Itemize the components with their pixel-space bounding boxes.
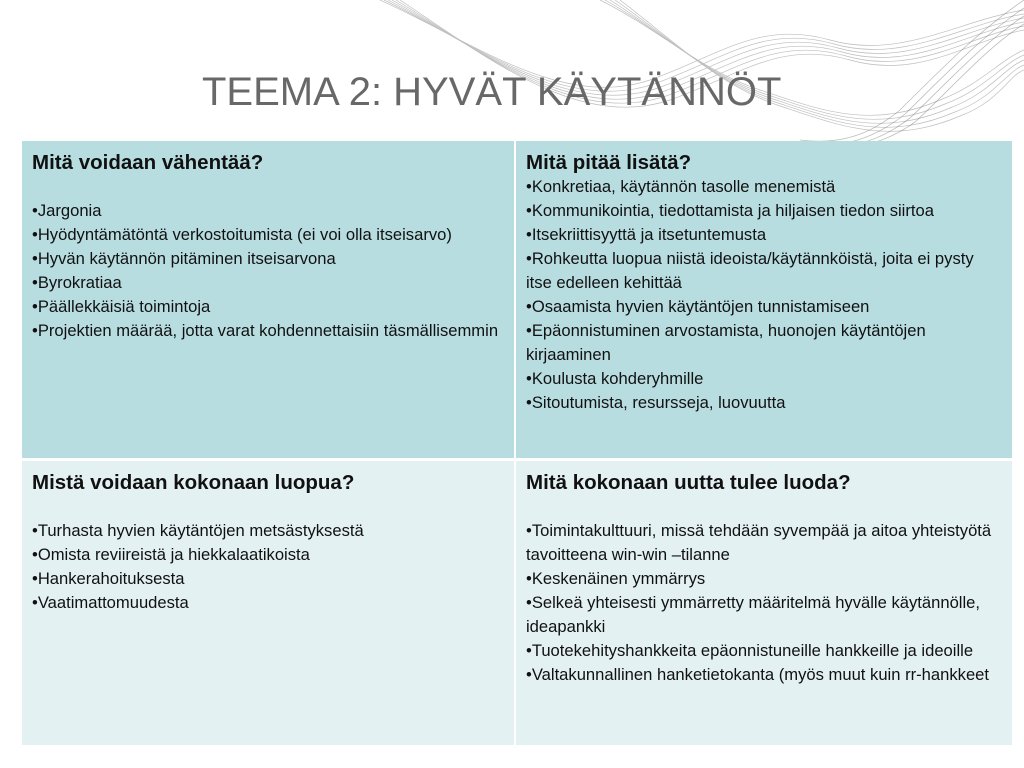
list-item: • Hankerahoituksesta [32, 567, 505, 591]
bullet-list [32, 519, 505, 615]
list-item: • Sitoutumista, resursseja, luovuutta [526, 391, 1003, 415]
list-item: • Rohkeutta luopua niistä ideoista/käytännköistä, joita ei pysty itse edelleen kehittää [526, 247, 1003, 295]
list-item: • Hyvän käytännön pitäminen itseisarvona [32, 247, 505, 271]
quadrant-heading: Mitä pitää lisätä? [526, 151, 692, 174]
list-item: • Epäonnistuminen arvostamista, huonojen käytäntöjen kirjaaminen [526, 319, 1003, 367]
quadrant-heading: Mitä kokonaan uutta tulee luoda? [526, 471, 851, 494]
list-item: • Konkretiaa, käytännön tasolle menemistä [526, 175, 1003, 199]
slide-title: TEEMA 2: HYVÄT KÄYTÄNNÖT [202, 70, 782, 114]
list-item: • Byrokratiaa [32, 271, 505, 295]
list-item: • Kommunikointia, tiedottamista ja hiljaisen tiedon siirtoa [526, 199, 1003, 223]
list-item: • Osaamista hyvien käytäntöjen tunnistamiseen [526, 295, 1003, 319]
list-item: • Päällekkäisiä toimintoja [32, 295, 505, 319]
list-item: • Omista reviireistä ja hiekkalaatikoista [32, 543, 505, 567]
quadrant-add [516, 141, 1012, 461]
list-item: • Valtakunnallinen hanketietokanta (myös muut kuin rr-hankkeet [526, 663, 1003, 687]
bullet-list [526, 175, 1003, 415]
list-item: • Turhasta hyvien käytäntöjen metsästyksestä [32, 519, 505, 543]
bullet-list [526, 519, 1003, 687]
list-item: • Selkeä yhteisesti ymmärretty määritelmä hyvälle käytännölle, ideapankki [526, 591, 1003, 639]
list-item: • Projektien määrää, jotta varat kohdennettaisiin täsmällisemmin [32, 319, 505, 343]
list-item: • Tuotekehityshankkeita epäonnistuneille hankkeille ja ideoille [526, 639, 1003, 663]
quadrant-heading: Mitä voidaan vähentää? [32, 151, 264, 174]
list-item: • Vaatimattomuudesta [32, 591, 505, 615]
list-item: • Keskenäinen ymmärrys [526, 567, 1003, 591]
list-item: • Koulusta kohderyhmille [526, 367, 1003, 391]
quadrant-create [516, 461, 1012, 745]
quadrant-abandon [22, 461, 516, 745]
quadrant-table [22, 141, 1012, 745]
list-item: • Jargonia [32, 199, 505, 223]
quadrant-heading: Mistä voidaan kokonaan luopua? [32, 471, 355, 494]
list-item: • Itsekriittisyyttä ja itsetuntemusta [526, 223, 1003, 247]
quadrant-reduce [22, 141, 516, 461]
bullet-list [32, 199, 505, 343]
list-item: • Toimintakulttuuri, missä tehdään syvempää ja aitoa yhteistyötä tavoitteena win-win –tilanne [526, 519, 1003, 567]
list-item: • Hyödyntämätöntä verkostoitumista (ei voi olla itseisarvo) [32, 223, 505, 247]
